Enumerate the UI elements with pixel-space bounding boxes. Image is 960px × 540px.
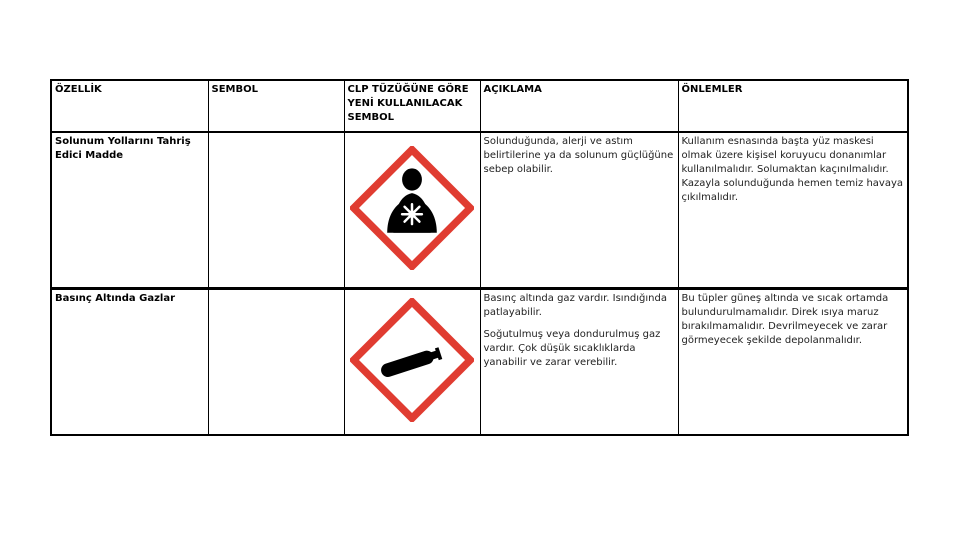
header-feature: ÖZELLİK [51, 80, 208, 132]
clp-symbol-cell [344, 132, 480, 289]
header-description: AÇIKLAMA [480, 80, 678, 132]
table-row [51, 289, 908, 436]
precautions-cell: Bu tüpler güneş altında ve sıcak ortamda bulundurulmamalıdır. Direk ısıya maruz bırakılmamalıdır. Devrilmeyecek ve zarar görmeyecek şekilde depolanmalıdır. [678, 289, 908, 436]
description-text: Solunduğunda, alerji ve astım belirtilerine ya da solunum güçlüğüne sebep olabilir. [483, 136, 674, 175]
health-hazard-pictogram-icon [350, 146, 474, 270]
header-symbol: SEMBOL [208, 80, 344, 132]
table-row [51, 132, 908, 289]
symbol-cell [208, 132, 344, 289]
description-text: Soğutulmuş veya dondurulmuş gaz vardır. Çok düşük sıcaklıklarda yanabilir ve zarar verebilir. [483, 329, 661, 368]
hazard-table [50, 79, 909, 436]
table-header-row [51, 80, 908, 132]
precautions-cell: Kullanım esnasında başta yüz maskesi olmak üzere kişisel koruyucu donanımlar kullanılmalıdır. Solumaktan kaçınılmalıdır. Kazayla solunduğunda hemen temiz havaya çıkılmalıdır. [678, 132, 908, 289]
gas-cylinder-pictogram-icon [350, 298, 474, 422]
description-text: Basınç altında gaz vardır. Isındığında patlayabilir. [483, 293, 667, 318]
feature-cell: Basınç Altında Gazlar [51, 289, 208, 436]
clp-symbol-cell [344, 289, 480, 436]
description-cell [480, 289, 678, 436]
symbol-cell [208, 289, 344, 436]
description-cell [480, 132, 678, 289]
feature-cell: Solunum Yollarını Tahriş Edici Madde [51, 132, 208, 289]
header-precautions: ÖNLEMLER [678, 80, 908, 132]
header-clp-symbol: CLP TÜZÜĞÜNE GÖRE YENİ KULLANILACAK SEMBOL [344, 80, 480, 132]
